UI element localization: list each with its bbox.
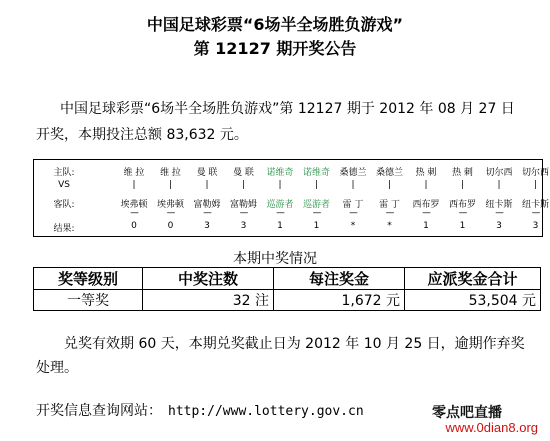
dash-divider: ---- xyxy=(239,208,248,217)
match-result: 1 xyxy=(313,221,320,231)
home-team: 热 刺 xyxy=(452,168,473,178)
site-line xyxy=(36,400,364,420)
home-row xyxy=(34,165,549,179)
header-level: 奖等级别 xyxy=(34,268,143,290)
home-team: 热 刺 xyxy=(415,168,437,178)
dash-divider: ---- xyxy=(349,208,357,217)
away-team: 埃弗顿 xyxy=(120,200,148,210)
prize-header-row xyxy=(34,268,541,290)
dash-divider: ---- xyxy=(458,208,467,217)
home-team: 维 拉 xyxy=(160,168,181,178)
home-team: 切尔西 xyxy=(485,168,513,178)
vs-separator: | xyxy=(205,180,209,190)
away-label: 客队: xyxy=(53,200,75,210)
away-team: 雷 丁 xyxy=(379,200,400,210)
vs-separator: | xyxy=(460,180,465,190)
vs-separator: | xyxy=(314,180,319,190)
table-row xyxy=(34,290,541,311)
dash-divider: ---- xyxy=(203,208,211,217)
dash-divider: ---- xyxy=(385,208,394,217)
match-result: 3 xyxy=(496,221,502,231)
dash-divider: ---- xyxy=(531,208,540,217)
away-team: 巡游者 xyxy=(302,200,330,210)
watermark-url: www.0dian8.org xyxy=(445,420,538,435)
prize-total: 53,504 元 xyxy=(405,290,541,311)
dash-divider: ---- xyxy=(276,208,284,217)
page-title: 中国足球彩票“6场半全场胜负游戏” xyxy=(146,15,404,34)
away-team: 埃弗顿 xyxy=(156,200,184,210)
vs-separator: | xyxy=(241,180,246,190)
dash-divider: ---- xyxy=(166,208,175,217)
home-team: 桑德兰 xyxy=(375,168,403,178)
prize-count: 32 注 xyxy=(143,290,274,311)
header-total: 应派奖金合计 xyxy=(405,268,541,290)
redeem-text: 兑奖有效期 60 天，本期兑奖截止日为 2012 年 10 月 25 日，逾期作弃奖处理。 xyxy=(36,336,525,376)
away-team: 西布罗 xyxy=(448,200,476,210)
match-result: 3 xyxy=(240,221,247,231)
vs-separator: | xyxy=(168,180,173,190)
vs-label: VS xyxy=(58,180,70,190)
match-result: * xyxy=(387,221,392,231)
away-team: 富勒姆 xyxy=(193,200,221,210)
dash-divider: ---- xyxy=(312,208,321,217)
match-result: 3 xyxy=(532,221,539,231)
prize-table xyxy=(33,267,541,311)
page-subtitle: 第 12127 期开奖公告 xyxy=(193,39,357,58)
result-row xyxy=(34,221,542,235)
vs-separator: | xyxy=(351,180,355,190)
home-team: 曼 联 xyxy=(196,168,218,178)
prize-section-title: 本期中奖情况 xyxy=(233,251,317,267)
dash-divider: ---- xyxy=(495,208,503,217)
away-team: 雷 丁 xyxy=(342,200,364,210)
away-team: 纽卡斯 xyxy=(521,200,549,210)
prize-per: 1,672 元 xyxy=(274,290,405,311)
away-team: 纽卡斯 xyxy=(485,200,513,210)
header-count: 中奖注数 xyxy=(143,268,274,290)
prize-level: 一等奖 xyxy=(34,290,143,311)
vs-separator: | xyxy=(533,180,538,190)
site-label: 开奖信息查询网站： xyxy=(36,403,162,419)
home-team: 曼 联 xyxy=(233,168,254,178)
match-table xyxy=(33,159,549,237)
intro-text: 中国足球彩票“6场半全场胜负游戏”第 12127 期于 2012 年 08 月 27 日开奖，本期投注总额 83,632 元。 xyxy=(36,101,515,143)
match-result: 0 xyxy=(131,221,137,231)
home-team: 诺维奇 xyxy=(266,168,294,178)
match-result: 1 xyxy=(277,221,283,231)
vs-separator: | xyxy=(132,180,136,190)
dash-row xyxy=(34,208,542,222)
vs-separator: | xyxy=(424,180,428,190)
vs-separator: | xyxy=(497,180,501,190)
dash-divider: ---- xyxy=(422,208,430,217)
away-team: 富勒姆 xyxy=(229,200,257,210)
away-team: 巡游者 xyxy=(266,200,294,210)
match-result: 0 xyxy=(167,221,174,231)
vs-row xyxy=(34,180,542,194)
home-team: 维 拉 xyxy=(123,168,145,178)
header-per: 每注奖金 xyxy=(274,268,405,290)
redeem-paragraph xyxy=(36,332,526,380)
intro-paragraph xyxy=(36,96,526,148)
vs-separator: | xyxy=(387,180,392,190)
home-team: 桑德兰 xyxy=(339,168,367,178)
match-result: 1 xyxy=(423,221,429,231)
home-team: 切尔西 xyxy=(521,168,549,178)
site-link[interactable]: http://www.lottery.gov.cn xyxy=(168,404,364,419)
match-result: 3 xyxy=(204,221,210,231)
home-team: 诺维奇 xyxy=(302,168,330,178)
away-team: 西布罗 xyxy=(412,200,440,210)
result-label: 结果: xyxy=(53,224,75,234)
match-result: * xyxy=(350,221,356,231)
match-result: 1 xyxy=(459,221,466,231)
dash-divider: ---- xyxy=(130,208,138,217)
vs-separator: | xyxy=(278,180,282,190)
home-label: 主队: xyxy=(53,168,75,178)
watermark-brand: 零点吧直播 xyxy=(432,405,502,421)
